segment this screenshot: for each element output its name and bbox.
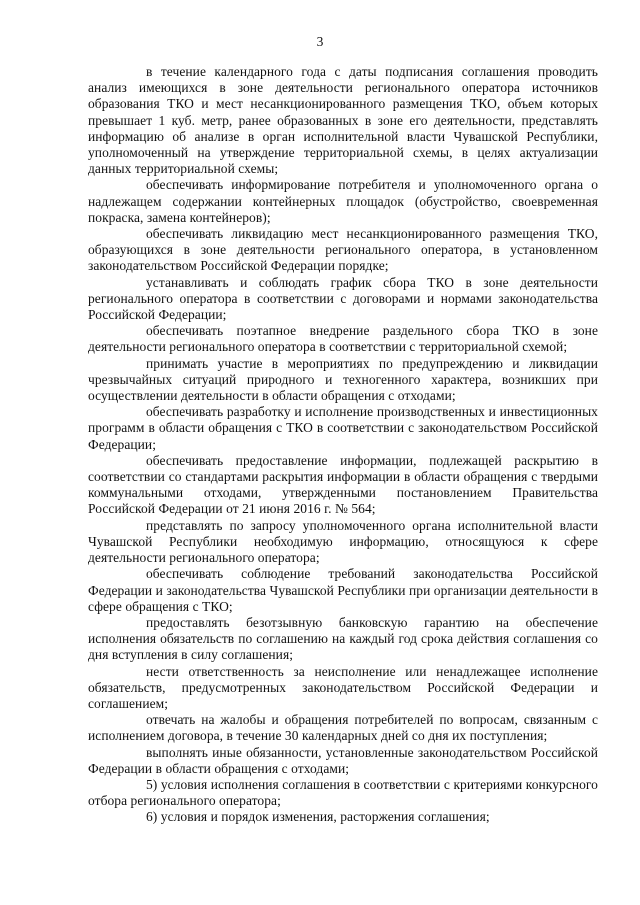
paragraph-separate-collection: обеспечивать поэтапное внедрение раздельного сбора ТКО в зоне деятельности регионального оператора в соответствии с территориальной схемой; (88, 323, 598, 355)
paragraph-schedule: устанавливать и соблюдать график сбора ТКО в зоне деятельности регионального оператора в соответствии с договорами и нормами законодательства Российской Федерации; (88, 274, 598, 323)
paragraph-bank-guarantee: предоставлять безотзывную банковскую гарантию на обеспечение исполнения обязательств по соглашению на каждый год срока действия соглашения со дня вступления в силу соглашения; (88, 614, 598, 663)
paragraph-item-6: 6) условия и порядок изменения, расторжения соглашения; (146, 809, 490, 825)
paragraph-liquidation: обеспечивать ликвидацию мест несанкционированного размещения ТКО, образующихся в зоне деятельности регионального оператора, в установленном законодательством Российской Федерации порядке; (88, 226, 598, 274)
paragraph-responsibility: нести ответственность за неисполнение или ненадлежащее исполнение обязательств, предусмотренных законодательством Российской Федерации и соглашением; (88, 663, 598, 711)
document-body (88, 64, 598, 826)
paragraph-other-duties: выполнять иные обязанности, установленные законодательством Российской Федерации в области обращения с отходами; (88, 744, 598, 776)
paragraph-complaints: отвечать на жалобы и обращения потребителей по вопросам, связанным с исполнением договора, в течение 30 календарных дней со дня их поступления; (88, 712, 598, 744)
paragraph-programs: обеспечивать разработку и исполнение производственных и инвестиционных программ в области обращения с ТКО в соответствии с законодательством Российской Федерации; (88, 404, 598, 452)
paragraph-item-5: 5) условия исполнения соглашения в соответствии с критериями конкурсного отбора регионального оператора; (88, 776, 598, 809)
paragraph-analysis: в течение календарного года с даты подписания соглашения проводить анализ имеющихся в зоне деятельности регионального оператора источников образования ТКО и мест несанкционированного размещения ТКО, объем которых превышает 1 куб. метр, ранее образованных в зоне его деятельности, представлять информацию об анализе в орган исполнительной власти Чувашской Республики, уполномоченный на утверждение территориальной схемы, в целях актуализации данных территориальной схемы; (88, 64, 598, 177)
paragraph-disclosure: обеспечивать предоставление информации, подлежащей раскрытию в соответствии со стандартами раскрытия информации в области обращения с твердыми коммунальными отходами, утвержденными постановлением Правительства Российской Федерации от 21 июня 2016 г. № 564; (88, 452, 598, 517)
paragraph-emergencies: принимать участие в мероприятиях по предупреждению и ликвидации чрезвычайных ситуаций природного и техногенного характера, возникших при осуществлении деятельности в области обращения с отходами; (88, 355, 598, 404)
page-number: 3 (316, 34, 324, 49)
paragraph-compliance: обеспечивать соблюдение требований законодательства Российской Федерации и законодательства Чувашской Республики при организации деятельности в сфере обращения с ТКО; (88, 566, 598, 614)
paragraph-informing: обеспечивать информирование потребителя и уполномоченного органа о надлежащем содержании контейнерных площадок (обустройство, своевременная покраска, замена контейнеров); (88, 177, 598, 225)
paragraph-information-request: представлять по запросу уполномоченного органа исполнительной власти Чувашской Республики необходимую информацию, относящуюся к сфере деятельности регионального оператора; (88, 517, 598, 566)
